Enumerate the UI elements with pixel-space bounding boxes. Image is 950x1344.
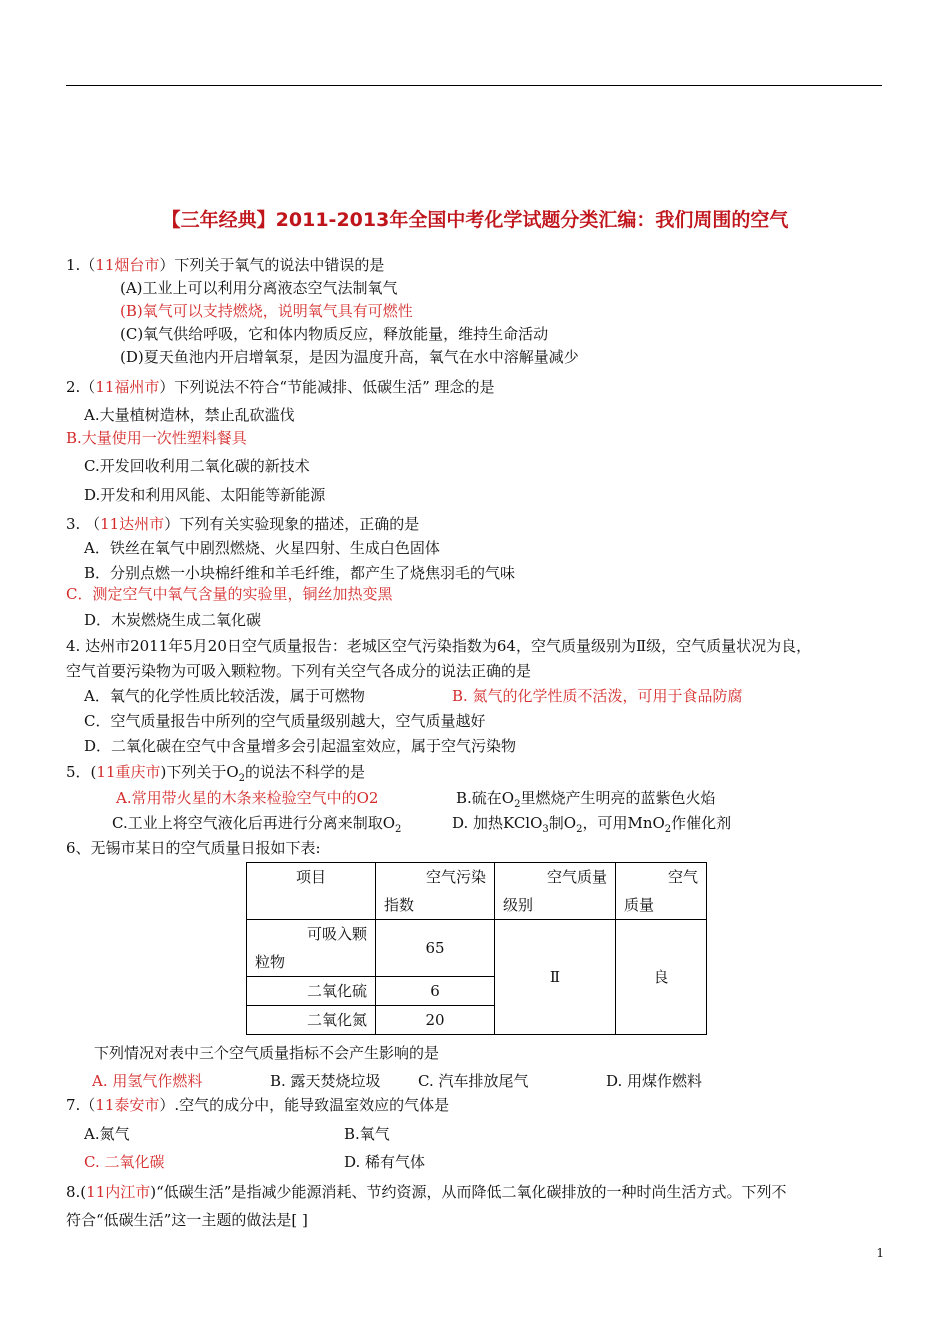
- header-quality-level: [495, 863, 616, 920]
- q3-option-c: C．测定空气中氧气含量的实验里，铜丝加热变黑: [66, 585, 393, 603]
- q1-source: 11烟台市: [95, 256, 160, 274]
- q7-option-d: D. 稀有气体: [344, 1153, 426, 1171]
- q1-option-b: (B)氧气可以支持燃烧，说明氧气具有可燃性: [120, 302, 413, 320]
- q5-stem-post: 的说法不科学的是: [245, 763, 366, 781]
- q5-number: 5．(: [66, 763, 97, 781]
- q7-option-a: A.氮气: [84, 1125, 130, 1143]
- question-2: [66, 377, 495, 397]
- q2-number: 2.（: [66, 378, 96, 396]
- question-3: [66, 514, 419, 534]
- q7-source: 11泰安市: [95, 1096, 160, 1114]
- q5-d-sub1: 3: [542, 824, 549, 835]
- q5-source: 11重庆市: [96, 763, 161, 781]
- q7-option-c: C. 二氧化碳: [84, 1153, 165, 1171]
- q3-number: 3. （: [66, 515, 101, 533]
- q6-option-c: C. 汽车排放尾气: [418, 1072, 529, 1090]
- row-pm-value: 65: [376, 920, 495, 977]
- row-no2-value: 20: [376, 1006, 495, 1035]
- header-quality-level-line2: 级别: [503, 896, 534, 914]
- question-7: [66, 1095, 449, 1115]
- q5-option-d: [452, 813, 731, 833]
- q4-option-b: B. 氮气的化学性质不活泼，可用于食品防腐: [452, 687, 743, 705]
- q4-option-c: C．空气质量报告中所列的空气质量级别越大，空气质量越好: [84, 712, 486, 730]
- q6-option-b: B. 露天焚烧垃圾: [270, 1072, 381, 1090]
- q5-option-c: [112, 813, 401, 833]
- question-1: [66, 255, 384, 275]
- q5-b-sub: 2: [514, 799, 521, 810]
- table-header-row: [247, 863, 707, 920]
- q2-option-d: D.开发和利用风能、太阳能等新能源: [84, 486, 326, 504]
- q3-option-a: A．铁丝在氧气中剧烈燃烧、火星四射、生成白色固体: [84, 539, 440, 557]
- q2-stem: ）下列说法不符合“节能减排、低碳生活” 理念的是: [159, 378, 495, 396]
- q4-option-a: A．氧气的化学性质比较活泼，属于可燃物: [84, 687, 365, 705]
- q3-stem: ）下列有关实验现象的描述，正确的是: [164, 515, 420, 533]
- q3-option-d: D．木炭燃烧生成二氧化碳: [84, 611, 262, 629]
- header-quality-line1: 空气: [667, 868, 698, 886]
- q5-d-sub2: 2: [576, 824, 583, 835]
- q2-option-a: A.大量植树造林，禁止乱砍滥伐: [84, 406, 295, 424]
- row-no2-name: 二氧化氮: [247, 1006, 376, 1035]
- page-title: 【三年经典】2011-2013年全国中考化学试题分类汇编：我们周围的空气: [161, 209, 789, 231]
- q5-d-sub3: 2: [664, 824, 672, 835]
- q5-option-b: [456, 788, 715, 808]
- q1-option-a: (A)工业上可以利用分离液态空气法制氧气: [120, 279, 398, 297]
- question-8: [66, 1182, 786, 1202]
- question-5: [66, 762, 365, 782]
- q5-b-post: 里燃烧产生明亮的蓝紫色火焰: [520, 789, 716, 807]
- page-number: 1: [876, 1246, 884, 1260]
- quality-cell: 良: [616, 920, 707, 1035]
- header-pollution-index: [376, 863, 495, 920]
- header-item: [247, 863, 376, 920]
- q7-number: 7.（: [66, 1096, 96, 1114]
- q1-option-c: (C)氧气供给呼吸，它和体内物质反应，释放能量，维持生命活动: [120, 325, 549, 343]
- q1-stem: ）下列关于氧气的说法中错误的是: [159, 256, 385, 274]
- q8-stem: )“低碳生活”是指减少能源消耗、节约资源，从而降低二氧化碳排放的一种时尚生活方式。下列不: [150, 1183, 787, 1201]
- header-item-label: 项目: [295, 868, 326, 886]
- q5-stem-pre: )下列关于O: [160, 763, 239, 781]
- q4-stem-line-2: 空气首要污染物为可吸入颗粒物。下列有关空气各成分的说法正确的是: [66, 662, 532, 680]
- q2-source: 11福州市: [95, 378, 160, 396]
- row-pm-name-line1: 可吸入颗: [306, 925, 367, 943]
- header-rule: [66, 85, 882, 86]
- q1-option-d: (D)夏天鱼池内开启增氧泵，是因为温度升高，氧气在水中溶解量减少: [120, 348, 579, 366]
- q2-option-c: C.开发回收利用二氧化碳的新技术: [84, 457, 310, 475]
- header-quality-line2: 质量: [624, 896, 655, 914]
- air-quality-table: [246, 862, 707, 1035]
- q6-stem: 下列情况对表中三个空气质量指标不会产生影响的是: [94, 1044, 440, 1062]
- q4-option-d: D．二氧化碳在空气中含量增多会引起温室效应，属于空气污染物: [84, 737, 517, 755]
- q6-option-a: A. 用氢气作燃料: [92, 1072, 203, 1090]
- q5-d-mid2: ，可用MnO: [582, 814, 665, 832]
- q1-number: 1.（: [66, 256, 96, 274]
- q7-stem: ）.空气的成分中，能导致温室效应的气体是: [159, 1096, 450, 1114]
- q3-source: 11达州市: [100, 515, 165, 533]
- q8-stem-line-2: 符合“低碳生活”这一主题的做法是[ ]: [66, 1211, 308, 1229]
- q5-c-sub: 2: [395, 824, 402, 835]
- q5-option-a: A.常用带火星的木条来检验空气中的O2: [116, 789, 379, 807]
- header-pollution-index-line2: 指数: [384, 896, 415, 914]
- q5-c-pre: C.工业上将空气液化后再进行分离来制取O: [112, 814, 396, 832]
- header-quality: [616, 863, 707, 920]
- quality-level-cell: Ⅱ: [495, 920, 616, 1035]
- row-so2-value: 6: [376, 977, 495, 1006]
- q2-option-b: B.大量使用一次性塑料餐具: [66, 429, 247, 447]
- row-so2-name: 二氧化硫: [247, 977, 376, 1006]
- q5-d-pre: D. 加热KClO: [452, 814, 543, 832]
- q5-stem-sub: 2: [238, 773, 246, 784]
- q8-source: 11内江市: [86, 1183, 151, 1201]
- q4-stem-line-1: 4. 达州市2011年5月20日空气质量报告：老城区空气污染指数为64，空气质量级别为Ⅱ级，空气质量状况为良，: [66, 637, 812, 655]
- q8-number: 8.(: [66, 1183, 87, 1201]
- header-pollution-index-line1: 空气污染: [425, 868, 486, 886]
- q7-option-b: B.氧气: [344, 1125, 390, 1143]
- q6-option-d: D. 用煤作燃料: [606, 1072, 703, 1090]
- row-pm-name-line2: 粒物: [255, 953, 286, 971]
- q5-b-pre: B.硫在O: [456, 789, 515, 807]
- q5-d-mid: 制O: [548, 814, 577, 832]
- row-pm-name: [247, 920, 376, 977]
- q6-intro: 6、无锡市某日的空气质量日报如下表:: [66, 839, 321, 857]
- q3-option-b: B．分别点燃一小块棉纤维和羊毛纤维，都产生了烧焦羽毛的气味: [84, 564, 516, 582]
- q5-d-post: 作催化剂: [671, 814, 732, 832]
- table-row: [247, 920, 707, 977]
- header-quality-level-line1: 空气质量: [546, 868, 607, 886]
